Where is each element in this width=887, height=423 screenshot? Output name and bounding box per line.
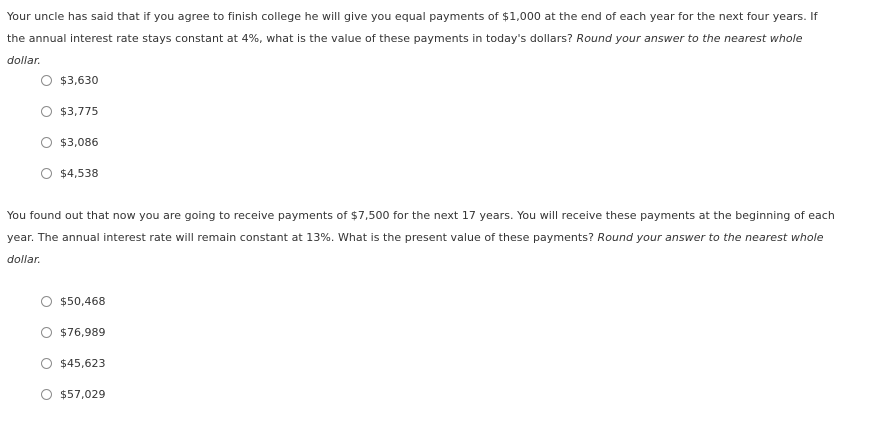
question-1-options — [41, 65, 99, 189]
option-label: $45,623 — [60, 357, 106, 370]
question-1-prompt: Your uncle has said that if you agree to finish college he will give you equal payments of $1,000 at the end of each year for the next four years. If the annual interest rate stays constant at 4%, what is the value of these payments in today's dollars? — [7, 10, 818, 45]
radio-button[interactable] — [41, 327, 52, 338]
option-label: $57,029 — [60, 388, 106, 401]
option-label: $3,775 — [60, 105, 99, 118]
option-label: $3,630 — [60, 74, 99, 87]
question-1-option-4[interactable] — [41, 158, 99, 189]
radio-button[interactable] — [41, 75, 52, 86]
option-label: $4,538 — [60, 167, 99, 180]
radio-button[interactable] — [41, 358, 52, 369]
question-1-option-1[interactable] — [41, 65, 99, 96]
radio-button[interactable] — [41, 137, 52, 148]
radio-button[interactable] — [41, 106, 52, 117]
question-2-option-1[interactable] — [41, 286, 106, 317]
option-label: $50,468 — [60, 295, 106, 308]
question-1-text — [7, 6, 837, 72]
question-2-option-2[interactable] — [41, 317, 106, 348]
question-2-text — [7, 205, 837, 271]
question-2-option-4[interactable] — [41, 379, 106, 410]
question-2 — [7, 205, 837, 271]
option-label: $76,989 — [60, 326, 106, 339]
option-label: $3,086 — [60, 136, 99, 149]
radio-button[interactable] — [41, 389, 52, 400]
radio-button[interactable] — [41, 168, 52, 179]
question-1 — [7, 6, 837, 72]
question-2-options — [41, 286, 106, 410]
question-1-option-2[interactable] — [41, 96, 99, 127]
question-1-option-3[interactable] — [41, 127, 99, 158]
question-2-instruction: Round your answer to the nearest whole dollar. — [7, 231, 824, 266]
question-2-option-3[interactable] — [41, 348, 106, 379]
radio-button[interactable] — [41, 296, 52, 307]
question-2-prompt: You found out that now you are going to receive payments of $7,500 for the next 17 years. You will receive these payments at the beginning of each year. The annual interest rate will remain constant at 13%. What is the present value of these payments? — [7, 209, 835, 244]
question-1-instruction: Round your answer to the nearest whole dollar. — [7, 32, 803, 67]
